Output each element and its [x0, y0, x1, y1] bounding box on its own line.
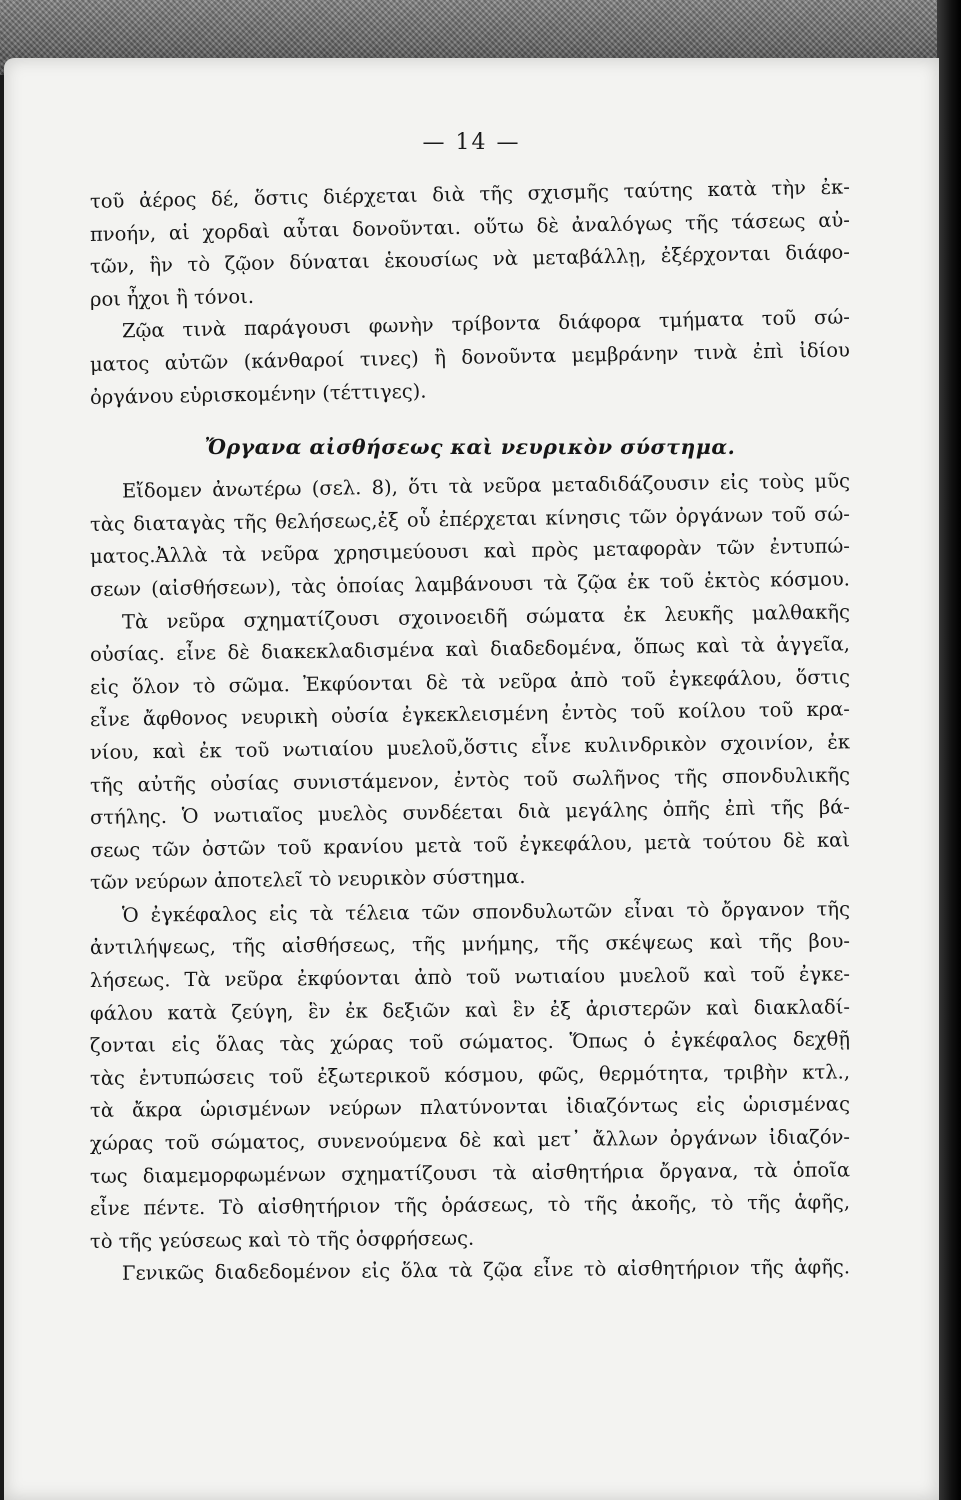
paragraph-1: [89, 175, 851, 316]
paragraph-3: [89, 469, 851, 606]
text-line: ματος.Ἀλλὰ τὰ νεῦρα χρησιμεύουσι καὶ πρὸς μεταφορὰν τῶν ἐντυπώ-: [89, 534, 851, 569]
book-page: [4, 58, 939, 1500]
text-line: εἰς ὅλον τὸ σῶμα. Ἐκφύονται δὲ τὰ νεῦρα ἀπὸ τοῦ ἐγκεφάλου, ὅστις: [89, 665, 851, 699]
text-line: εἶνε πέντε. Τὸ αἰσθητήριον τῆς ὁράσεως, τὸ τῆς ἀκοῆς, τὸ τῆς ἁφῆς,: [89, 1190, 851, 1221]
text-line: φάλου κατὰ ζεύγη, ἓν ἐκ δεξιῶν καὶ ἓν ἐξ ἀριστερῶν καὶ διακλαδί-: [89, 995, 851, 1025]
text-line: τὰς διαταγὰς τῆς θελήσεως,ἐξ οὗ ἐπέρχεται κίνησις τῶν ὀργάνων τοῦ σώ-: [89, 502, 851, 536]
text-line: τοῦ ἀέρος δέ, ὅστις διέρχεται διὰ τῆς σχισμῆς ταύτης κατὰ τὴν ἐκ-: [89, 175, 851, 213]
text-line: Γενικῶς διαδεδομένον εἰς ὅλα τὰ ζῷα εἶνε τὸ αἰσθητήριον τῆς ἁφῆς.: [121, 1255, 851, 1286]
text-line: Εἴδομεν ἀνωτέρω (σελ. 8), ὅτι τὰ νεῦρα μεταδιδάζουσιν εἰς τοὺς μῦς: [121, 469, 851, 503]
text-line: λήσεως. Τὰ νεῦρα ἐκφύονται ἀπὸ τοῦ νωτιαίου μυελοῦ καὶ τοῦ ἐγκε-: [89, 962, 851, 993]
text-line: χώρας τοῦ σώματος, συνενούμενα δὲ καὶ μετ᾽ ἄλλων ὀργάνων ἰδιαζόν-: [89, 1125, 851, 1156]
text-line: Ὁ ἐγκέφαλος εἰς τὰ τέλεια τῶν σπονδυλωτῶν εἶναι τὸ ὄργανον τῆς: [121, 897, 851, 927]
page-number: — 14 —: [422, 130, 521, 155]
page-body: [89, 175, 851, 1291]
text-line: τῶν, ἣν τὸ ζῷον δύναται ἑκουσίως νὰ μεταβάλλῃ, ἐξέρχονται διάφο-: [89, 240, 851, 279]
paragraph-4: [89, 599, 851, 900]
text-line: σεως τῶν ὀστῶν τοῦ κρανίου μετὰ τοῦ ἐγκεφάλου, μετὰ τούτου δὲ καὶ: [89, 828, 851, 862]
text-line: τὰ ἄκρα ὡρισμένων νεύρων πλατύνονται ἰδιαζόντως εἰς ὡρισμένας: [89, 1092, 851, 1123]
text-line: ἀντιλήψεως, τῆς αἰσθήσεως, τῆς μνήμης, τῆς σκέψεως καὶ τῆς βου-: [89, 929, 851, 960]
paragraph-2: [89, 305, 851, 414]
text-line: εἶνε ἄφθονος νευρικὴ οὐσία ἐγκεκλεισμένη ἐντὸς τοῦ κοίλου τοῦ κρα-: [89, 697, 851, 732]
text-line: ροι ἦχοι ἢ τόνοι.: [89, 284, 255, 311]
text-line: ματος αὐτῶν (κάνθαροί τινες) ἢ δονοῦντα μεμβράνην τινὰ ἐπὶ ἰδίου: [89, 338, 851, 376]
text-line: τως διαμεμορφωμένων σχηματίζουσι τὰ αἰσθητήρια ὄργανα, τὰ ὁποῖα: [89, 1157, 851, 1188]
text-line: πνοήν, αἱ χορδαὶ αὗται δονοῦνται. οὕτω δὲ ἀναλόγως τῆς τάσεως αὐ-: [89, 208, 851, 246]
text-line: στήλης. Ὁ νωτιαῖος μυελὸς συνδέεται διὰ μεγάλης ὀπῆς ἐπὶ τῆς βά-: [89, 795, 851, 830]
text-line: τῆς αὐτῆς οὐσίας συνιστάμενον, ἐντὸς τοῦ σωλῆνος τῆς σπονδυλικῆς: [89, 762, 851, 797]
text-line: τῶν νεύρων ἀποτελεῖ τὸ νευρικὸν σύστημα.: [89, 865, 526, 895]
section-heading: Ὄργανα αἰσθήσεως καὶ νευρικὸν σύστημα.: [204, 435, 736, 460]
text-line: ὀργάνου εὑρισκομένην (τέττιγες).: [89, 379, 427, 409]
text-line: σεων (αἰσθήσεων), τὰς ὁποίας λαμβάνουσι τὰ ζῷα ἐκ τοῦ ἐκτὸς κόσμου.: [89, 567, 851, 601]
text-line: τὰς ἐντυπώσεις τοῦ ἐξωτερικοῦ κόσμου, φῶς, θερμότητα, τριβὴν κτλ.,: [89, 1060, 851, 1090]
text-line: οὐσίας. εἶνε δὲ διακεκλαδισμένα καὶ διαδεδομένα, ὅπως καὶ τὰ ἀγγεῖα,: [89, 632, 851, 667]
text-line: τὸ τῆς γεύσεως καὶ τὸ τῆς ὀσφρήσεως.: [89, 1226, 475, 1253]
paragraph-6: [90, 1255, 851, 1291]
text-line: νίου, καὶ ἐκ τοῦ νωτιαίου μυελοῦ,ὅστις εἶνε κυλινδρικὸν σχοινίον, ἐκ: [89, 730, 851, 764]
book-spine-shadow: [937, 0, 961, 1500]
text-line: Ζῷα τινὰ παράγουσι φωνὴν τρίβοντα διάφορα τμήματα τοῦ σώ-: [121, 305, 851, 343]
text-line: Τὰ νεῦρα σχηματίζουσι σχοινοειδῆ σώματα ἐκ λευκῆς μαλθακῆς: [121, 599, 851, 634]
paragraph-5: [89, 897, 851, 1259]
text-line: ζονται εἰς ὅλας τὰς χώρας τοῦ σώματος. Ὅπως ὁ ἐγκέφαλος δεχθῇ: [89, 1027, 851, 1058]
